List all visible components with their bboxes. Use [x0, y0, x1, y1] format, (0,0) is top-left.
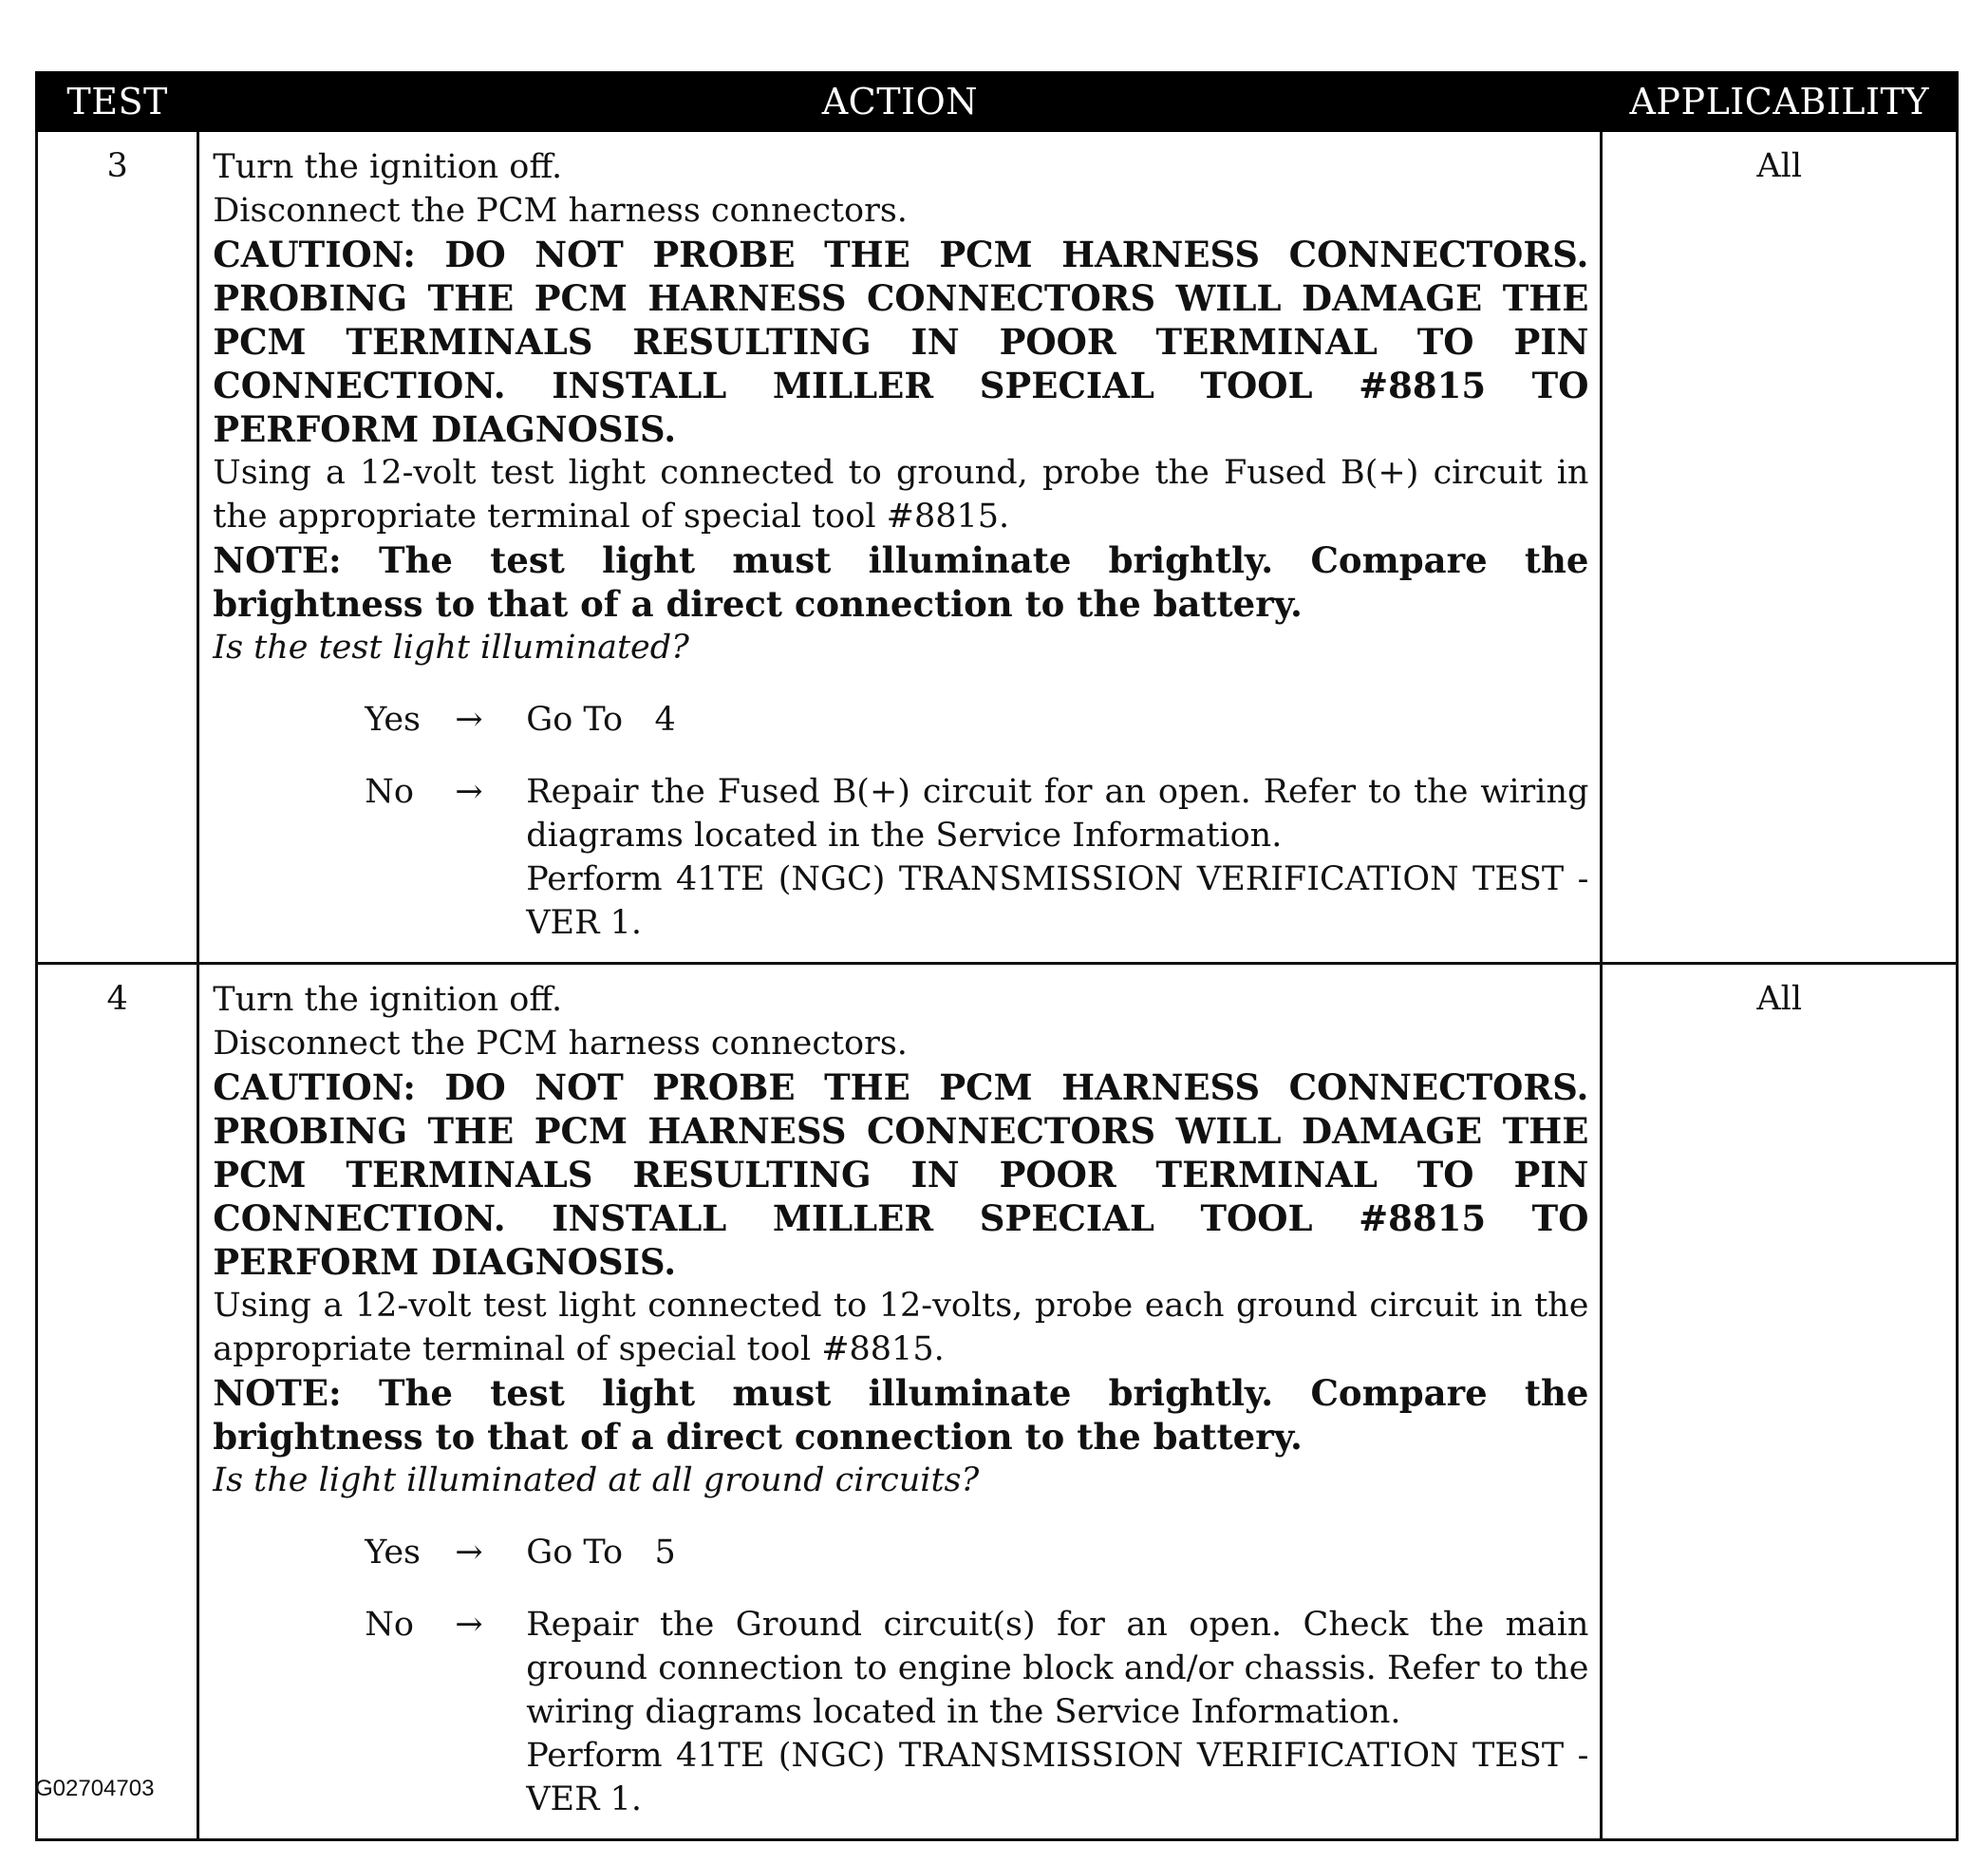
note-text: NOTE: The test light must illuminate brightly. Compare the brightness to that of a direct connection to the battery. [213, 539, 1589, 625]
branch-yes [213, 1531, 1588, 1574]
header-test: TEST [37, 73, 198, 131]
instruction-text: Using a 12-volt test light connected to ground, probe the Fused B(+) circuit in the appropriate terminal of special tool #8815. [213, 454, 1589, 536]
question-text: Is the light illuminated at all ground circuits? [213, 1461, 980, 1499]
table-row [37, 131, 1958, 964]
header-applicability: APPLICABILITY [1602, 73, 1958, 131]
branch-no-label: No [365, 1606, 414, 1644]
test-number: 4 [37, 964, 198, 1840]
arrow-right-icon: → [455, 1606, 483, 1644]
branch-no [213, 1603, 1588, 1821]
header-action: ACTION [198, 73, 1602, 131]
applicability-value: All [1602, 131, 1958, 964]
figure-id: G02704703 [35, 1776, 155, 1801]
instruction-text: Using a 12-volt test light connected to 12-volts, probe each ground circuit in the appropriate terminal of special tool #8815. [213, 1287, 1589, 1368]
branch-no-text [526, 770, 1588, 945]
branch-no-repair: Repair the Ground circuit(s) for an open. Check the main ground connection to engine block and/or chassis. Refer to the wiring diagrams located in the Service Information. [526, 1606, 1589, 1731]
branch-no [213, 770, 1588, 945]
action-line: Turn the ignition off. [213, 148, 563, 186]
action-line: Disconnect the PCM harness connectors. [213, 192, 908, 230]
branch-no-verify: Perform 41TE (NGC) TRANSMISSION VERIFICATION TEST - VER 1. [526, 1737, 1589, 1818]
arrow-right-icon: → [455, 773, 483, 811]
note-text: NOTE: The test light must illuminate brightly. Compare the brightness to that of a direct connection to the battery. [213, 1372, 1589, 1458]
table-header-row [37, 73, 1958, 131]
caution-text: CAUTION: DO NOT PROBE THE PCM HARNESS CONNECTORS. PROBING THE PCM HARNESS CONNECTORS WILL DAMAGE THE PCM TERMINALS RESULTING IN POOR TERMINAL TO PIN CONNECTION. INSTALL MILLER SPECIAL TOOL #8815 TO PERFORM DIAGNOSIS. [213, 1066, 1589, 1283]
branch-list [213, 1531, 1588, 1821]
branch-no-repair: Repair the Fused B(+) circuit for an open. Refer to the wiring diagrams located in the Service Information. [526, 773, 1589, 855]
test-number: 3 [37, 131, 198, 964]
branch-list [213, 698, 1588, 945]
branch-yes-text: Go To 4 [526, 701, 676, 739]
arrow-right-icon: → [455, 701, 483, 739]
applicability-value: All [1602, 964, 1958, 1840]
action-cell [198, 131, 1602, 964]
table-row [37, 964, 1958, 1840]
action-cell [198, 964, 1602, 1840]
action-line: Turn the ignition off. [213, 981, 563, 1019]
branch-yes-label: Yes [365, 1534, 421, 1572]
branch-yes-text: Go To 5 [526, 1534, 676, 1572]
branch-no-verify: Perform 41TE (NGC) TRANSMISSION VERIFICATION TEST - VER 1. [526, 860, 1589, 942]
branch-no-text [526, 1603, 1588, 1821]
branch-no-label: No [365, 773, 414, 811]
branch-yes [213, 698, 1588, 742]
arrow-right-icon: → [455, 1534, 483, 1572]
question-text: Is the test light illuminated? [213, 629, 689, 667]
caution-text: CAUTION: DO NOT PROBE THE PCM HARNESS CONNECTORS. PROBING THE PCM HARNESS CONNECTORS WILL DAMAGE THE PCM TERMINALS RESULTING IN POOR TERMINAL TO PIN CONNECTION. INSTALL MILLER SPECIAL TOOL #8815 TO PERFORM DIAGNOSIS. [213, 234, 1589, 450]
diagnostic-test-table [35, 71, 1959, 1841]
branch-yes-label: Yes [365, 701, 421, 739]
action-line: Disconnect the PCM harness connectors. [213, 1025, 908, 1063]
